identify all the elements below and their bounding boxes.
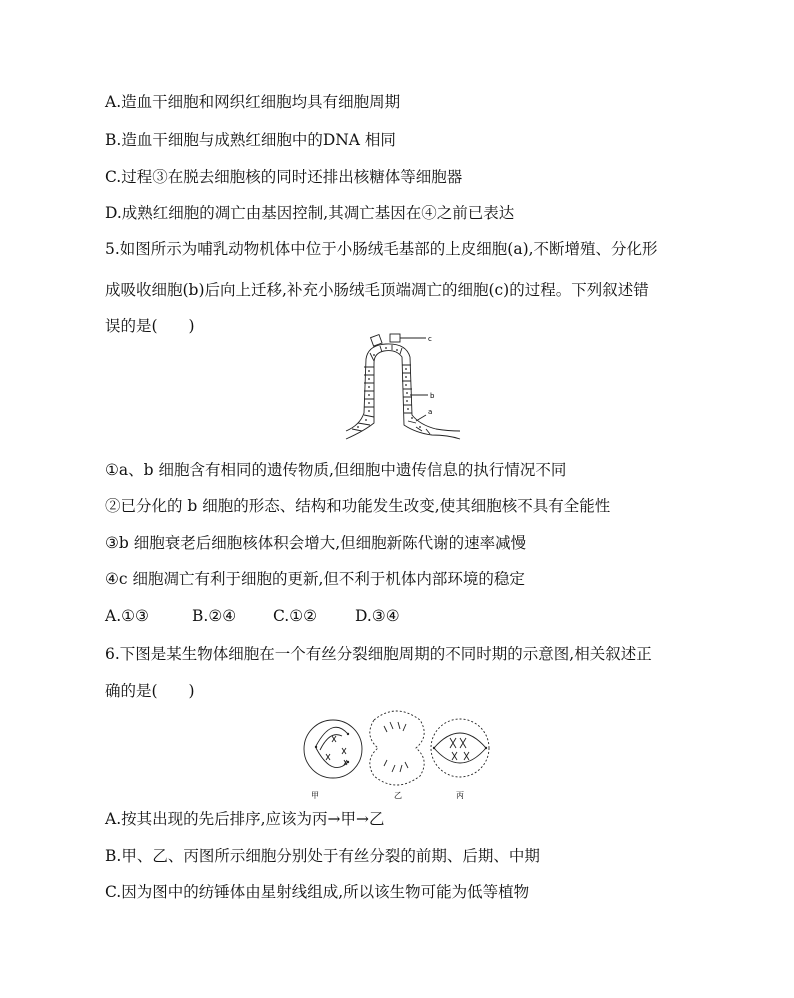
q5-statement-2: ②已分化的 b 细胞的形态、结构和功能发生改变,使其细胞核不具有全能性 [105, 497, 611, 515]
q6-stem-line-2: 确的是( ) [105, 682, 195, 700]
q6-option-b: B.甲、乙、丙图所示细胞分别处于有丝分裂的前期、后期、中期 [105, 847, 540, 865]
q4-option-a: A.造血干细胞和网织红细胞均具有细胞周期 [105, 93, 401, 111]
villus-label-c: c [428, 335, 432, 343]
q6-stem-line-1: 6.下图是某生物体细胞在一个有丝分裂细胞周期的不同时期的示意图,相关叙述正 [105, 645, 652, 663]
q5-stem-line-2: 成吸收细胞(b)后向上迁移,补充小肠绒毛顶端凋亡的细胞(c)的过程。下列叙述错 [105, 281, 649, 299]
q5-choices [105, 606, 400, 626]
q5-choice-c: C.①② [273, 607, 318, 625]
q4-option-b: B.造血干细胞与成熟红细胞中的DNA 相同 [105, 131, 396, 149]
mitosis-label-bing: 丙 [456, 791, 464, 800]
mitosis-label-jia: 甲 [311, 791, 319, 800]
q5-choice-d: D.③④ [355, 607, 400, 625]
mitosis-label-yi: 乙 [394, 791, 402, 800]
villus-label-a: a [428, 408, 433, 416]
q5-statement-1: ①a、b 细胞含有相同的遗传物质,但细胞中遗传信息的执行情况不同 [105, 461, 567, 479]
q5-choice-a: A.①③ [105, 607, 149, 625]
q6-option-c: C.因为图中的纺锤体由星射线组成,所以该生物可能为低等植物 [105, 883, 530, 901]
q6-option-a: A.按其出现的先后排序,应该为丙→甲→乙 [105, 810, 385, 828]
mitosis-figure [302, 708, 492, 800]
villus-label-b: b [430, 392, 435, 400]
villus-figure [344, 335, 464, 445]
q5-stem-line-1: 5.如图所示为哺乳动物机体中位于小肠绒毛基部的上皮细胞(a),不断增殖、分化形 [105, 240, 658, 258]
q5-statement-3: ③b 细胞衰老后细胞核体积会增大,但细胞新陈代谢的速率减慢 [105, 534, 527, 552]
q5-statement-4: ④c 细胞凋亡有利于细胞的更新,但不利于机体内部环境的稳定 [105, 570, 525, 588]
q5-choice-b: B.②④ [192, 607, 237, 625]
q4-option-c: C.过程③在脱去细胞核的同时还排出核糖体等细胞器 [105, 168, 463, 186]
q5-stem-line-3: 误的是( ) [105, 317, 195, 335]
q4-option-d: D.成熟红细胞的凋亡由基因控制,其凋亡基因在④之前已表达 [105, 204, 515, 222]
